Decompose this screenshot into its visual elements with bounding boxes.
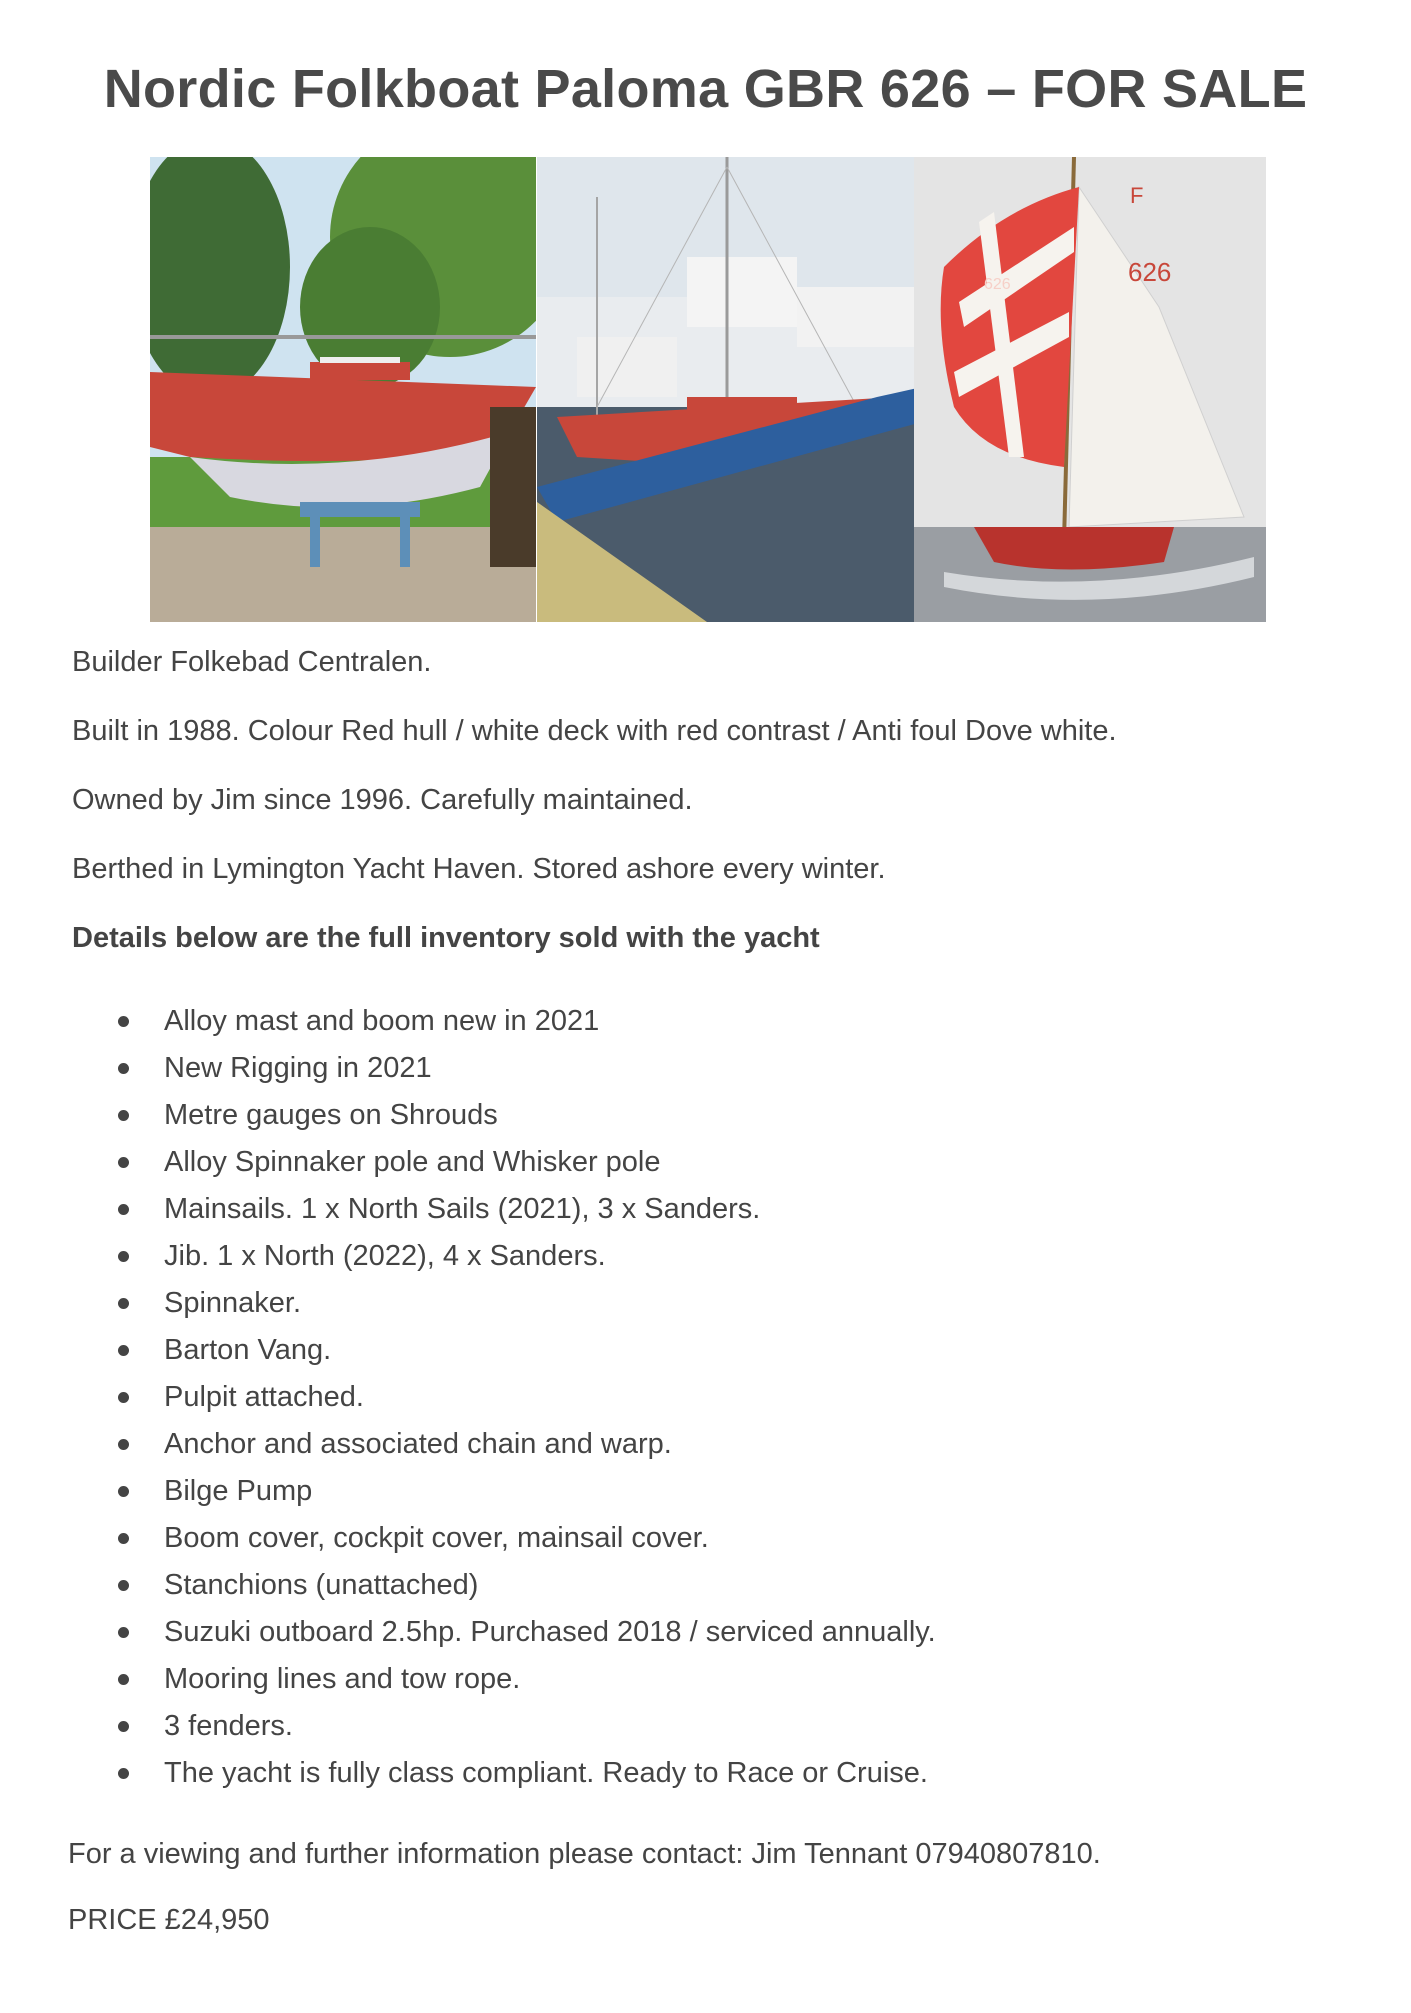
- bullet-icon: [118, 1392, 129, 1403]
- bullet-icon: [118, 1439, 129, 1450]
- owner-text: Owned by Jim since 1996. Carefully maintained.: [72, 784, 693, 816]
- bullet-icon: [118, 1204, 129, 1215]
- bullet-icon: [118, 1063, 129, 1074]
- bullet-icon: [118, 1016, 129, 1027]
- bullet-icon: [118, 1627, 129, 1638]
- page-title: Nordic Folkboat Paloma GBR 626 – FOR SALE: [103, 59, 1308, 119]
- spinnaker-number: 626: [984, 276, 1011, 293]
- bullet-icon: [118, 1580, 129, 1591]
- photo-strip: [150, 157, 1262, 622]
- photo-boat-spinnaker: [914, 157, 1266, 622]
- inventory-heading: Details below are the full inventory sold with the yacht: [72, 922, 820, 954]
- bullet-icon: [118, 1345, 129, 1356]
- bullet-icon: [118, 1768, 129, 1779]
- sail-letter: F: [1130, 183, 1144, 208]
- bullet-icon: [118, 1110, 129, 1121]
- berth-text: Berthed in Lymington Yacht Haven. Stored ashore every winter.: [72, 853, 886, 885]
- bullet-icon: [118, 1251, 129, 1262]
- mainsail-number: 626: [1128, 257, 1172, 287]
- bullet-icon: [118, 1674, 129, 1685]
- bullet-icon: [118, 1157, 129, 1168]
- bullet-icon: [118, 1721, 129, 1732]
- bullet-icon: [118, 1486, 129, 1497]
- builder-text: Builder Folkebad Centralen.: [72, 646, 432, 678]
- photo-boat-ashore: [150, 157, 536, 622]
- bullet-icon: [118, 1298, 129, 1309]
- built-text: Built in 1988. Colour Red hull / white deck with red contrast / Anti foul Dove white.: [72, 715, 1117, 747]
- contact-text: For a viewing and further information please contact: Jim Tennant 07940807810.: [68, 1838, 1101, 1870]
- bullet-icon: [118, 1533, 129, 1544]
- price-text: PRICE £24,950: [68, 1904, 270, 1936]
- photo-boat-marina: [537, 157, 922, 622]
